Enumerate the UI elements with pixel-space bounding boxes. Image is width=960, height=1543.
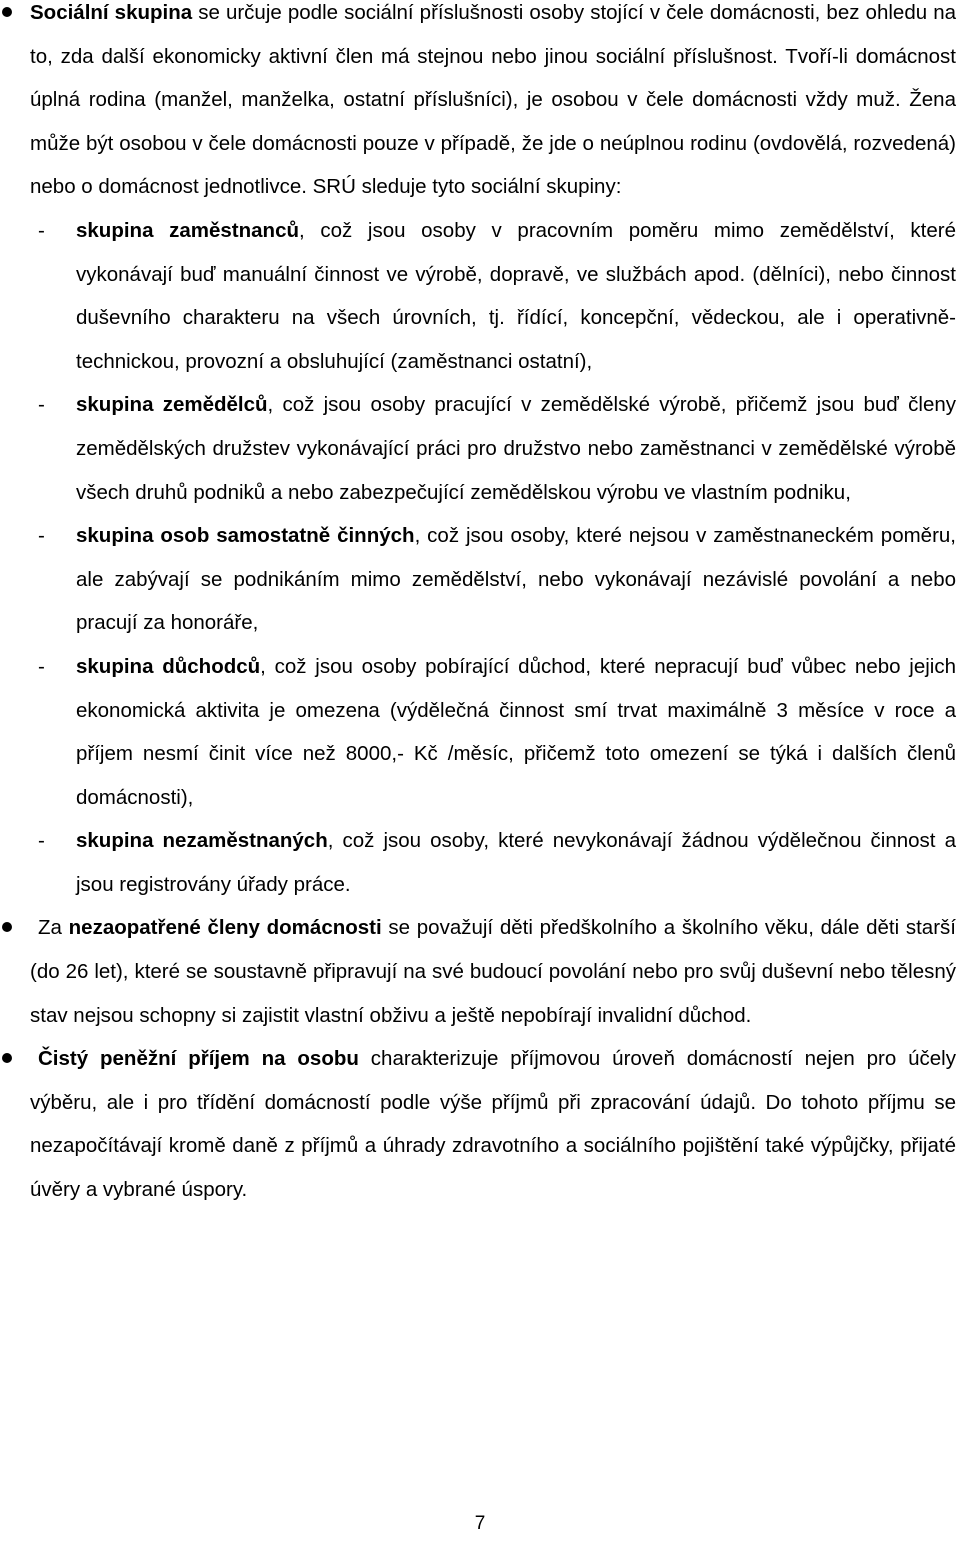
term-unemployed: skupina nezaměstnaných (76, 829, 328, 853)
social-group-intro-text: se určuje podle sociální příslušnosti osoby stojící v čele domácnosti, bez ohledu na to, zda další ekonomicky aktivní člen má stejnou nebo jinou sociální příslušnost. Tvoří-li domácnost úplná rodina (manžel, manželka, ostatní příslušníci), je osobou v čele domácnosti vždy muž. Žena může být osobou v čele domácnosti pouze v případě, že jde o neúplnou rodinu (ovdovělá, rozvedená) nebo o domácnost jednotlivce. SRÚ sleduje tyto sociální skupiny: (30, 1, 956, 199)
term-net-income: Čistý peněžní příjem na osobu (38, 1047, 359, 1071)
dash-marker: - (38, 218, 45, 242)
dash-marker: - (38, 393, 45, 417)
section-dependents (0, 906, 960, 1037)
farmers-text: , což jsou osoby pracující v zemědělské výrobě, přičemž jsou buď členy zemědělských družstev vykonávající práci pro družstvo nebo zaměstnanci v zemědělské výrobě všech druhů podniků a nebo zabezpečující zemědělskou výrobu ve vlastním podniku, (76, 393, 956, 504)
bullet-icon (2, 1053, 12, 1063)
term-pensioners: skupina důchodců (76, 654, 261, 678)
net-income-paragraph (30, 1037, 956, 1211)
section-net-income (0, 1037, 960, 1211)
list-item-employees (30, 209, 956, 383)
list-item-unemployed (30, 819, 956, 906)
dash-marker: - (38, 829, 45, 853)
unemployed-text: , což jsou osoby, které nevykonávají žádnou výdělečnou činnost a jsou registrovány úřady práce. (76, 829, 956, 896)
bullet-icon (2, 7, 12, 17)
social-groups-list (30, 209, 956, 907)
bullet-icon (2, 922, 12, 932)
self-employed-text: , což jsou osoby, které nejsou v zaměstnaneckém poměru, ale zabývají se podnikáním mimo zemědělství, nebo vykonávají nezávislé povolání a nebo pracují za honoráře, (76, 524, 956, 635)
term-self-employed: skupina osob samostatně činných (76, 524, 415, 548)
dependents-lead: Za (38, 916, 69, 940)
dependents-text: se považují děti předškolního a školního věku, dále děti starší (do 26 let), které se soustavně připravují na své budoucí povolání nebo pro svůj duševní nebo tělesný stav nejsou schopny si zajistit vlastní obživu a ještě nepobírají invalidní důchod. (30, 916, 956, 1027)
dash-marker: - (38, 524, 45, 548)
employees-text: , což jsou osoby v pracovním poměru mimo zemědělství, které vykonávají buď manuální činnost ve výrobě, dopravě, ve službách apod. (dělníci), nebo činnost duševního charakteru na všech úrovních, tj. řídící, koncepční, vědeckou, ale i operativně-technickou, provozní a obsluhující (zaměstnanci ostatní), (76, 218, 956, 373)
list-item-pensioners (30, 645, 956, 819)
net-income-text: charakterizuje příjmovou úroveň domácností nejen pro účely výběru, ale i pro třídění domácností podle výše příjmů při zpracování údajů. Do tohoto příjmu se nezapočítávají kromě daně z příjmů a úhrady zdravotního a sociálního pojištění také výpůjčky, přijaté úvěry a vybrané úspory. (30, 1047, 956, 1202)
page-number: 7 (474, 1513, 486, 1534)
dash-marker: - (38, 654, 45, 678)
term-employees: skupina zaměstnanců (76, 218, 299, 242)
term-social-group: Sociální skupina (30, 1, 193, 24)
list-item-farmers (30, 383, 956, 514)
term-dependents: nezaopatřené členy domácnosti (68, 916, 382, 940)
term-farmers: skupina zemědělců (76, 393, 268, 417)
social-group-intro (30, 0, 956, 209)
dependents-paragraph (30, 906, 956, 1037)
pensioners-text: , což jsou osoby pobírající důchod, které nepracují buď vůbec nebo jejich ekonomická aktivita je omezena (výdělečná činnost smí trvat maximálně 3 měsíce v roce a příjem nesmí činit více než 8000,- Kč /měsíc, přičemž toto omezení se týká i dalších členů domácnosti), (76, 654, 956, 809)
list-item-self-employed (30, 514, 956, 645)
